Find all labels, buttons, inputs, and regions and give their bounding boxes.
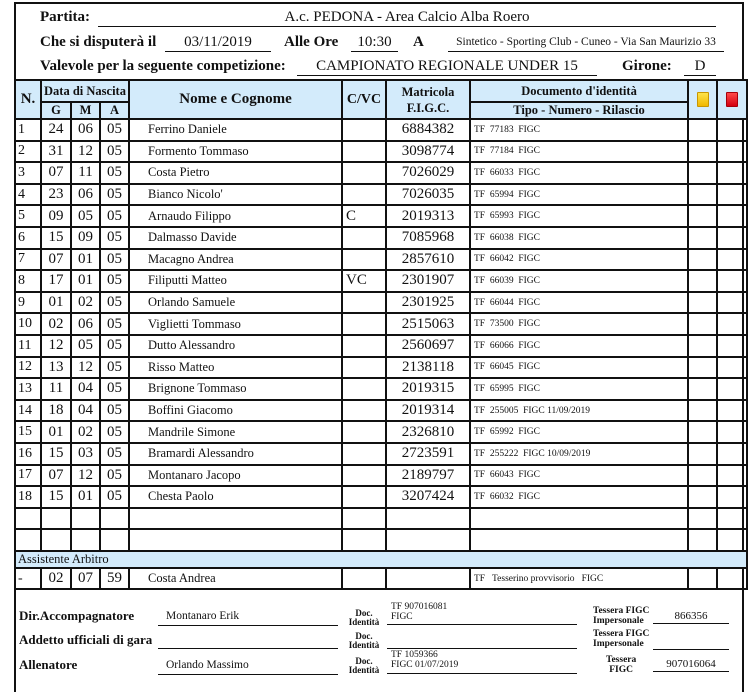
birth-day-cell: 07 (41, 162, 71, 184)
red-card-cell[interactable] (717, 508, 747, 530)
player-row (15, 141, 747, 163)
yellow-card-cell[interactable] (688, 486, 717, 508)
competition-label: Valevole per la seguente competizione: (40, 58, 286, 74)
birth-month-cell: 06 (71, 313, 100, 335)
birth-month-cell: 01 (71, 486, 100, 508)
player-name-cell: Mandrile Simone (129, 421, 342, 443)
document-cell: TF 65993 FIGC (470, 205, 688, 227)
player-name-cell: Ferrino Daniele (129, 119, 342, 141)
row-number-cell: 12 (15, 357, 41, 379)
red-card-cell[interactable] (717, 335, 747, 357)
red-card-cell[interactable] (717, 378, 747, 400)
birth-month-cell: 07 (71, 568, 100, 590)
yellow-card-cell[interactable] (688, 443, 717, 465)
yellow-card-cell[interactable] (688, 529, 717, 551)
row-number-cell (15, 529, 41, 551)
document-cell: TF 73500 FIGC (470, 313, 688, 335)
birth-year-cell: 59 (100, 568, 129, 590)
yellow-card-cell[interactable] (688, 227, 717, 249)
captain-flag-cell (342, 313, 386, 335)
captain-flag-cell (342, 378, 386, 400)
col-birth-header: Data di Nascita (41, 80, 129, 102)
date-value: 03/11/2019 (165, 34, 271, 52)
yellow-card-icon (697, 92, 709, 107)
birth-year-cell: 05 (100, 184, 129, 206)
birth-day-cell: 07 (41, 249, 71, 271)
red-card-cell[interactable] (717, 529, 747, 551)
captain-flag-cell (342, 400, 386, 422)
birth-day-cell (41, 508, 71, 530)
time-value: 10:30 (351, 34, 398, 52)
captain-flag-cell (342, 119, 386, 141)
document-cell: TF 66045 FIGC (470, 357, 688, 379)
birth-year-cell: 05 (100, 486, 129, 508)
yellow-card-cell[interactable] (688, 249, 717, 271)
birth-month-cell: 04 (71, 378, 100, 400)
assistant-section-header: Assistente Arbitro (15, 551, 747, 568)
player-row (15, 270, 747, 292)
partita-value: A.c. PEDONA - Area Calcio Alba Roero (98, 9, 716, 27)
col-yellow-header (688, 80, 717, 119)
player-name-cell: Bianco Nicolo' (129, 184, 342, 206)
row-number-cell: 8 (15, 270, 41, 292)
matricola-cell: 2301907 (386, 270, 470, 292)
birth-day-cell: 15 (41, 486, 71, 508)
tessera-label (593, 607, 649, 626)
player-name-cell: Filiputti Matteo (129, 270, 342, 292)
col-doc-header: Documento d'identità (470, 80, 688, 102)
birth-year-cell: 05 (100, 227, 129, 249)
birth-year-cell: 05 (100, 335, 129, 357)
captain-flag-cell: VC (342, 270, 386, 292)
birth-day-cell: 07 (41, 465, 71, 487)
player-name-cell: Costa Andrea (129, 568, 342, 590)
red-card-cell[interactable] (717, 119, 747, 141)
birth-day-cell: 31 (41, 141, 71, 163)
player-name-cell: Arnaudo Filippo (129, 205, 342, 227)
yellow-card-cell[interactable] (688, 400, 717, 422)
date-label: Che si disputerà il (40, 34, 157, 50)
birth-day-cell: 23 (41, 184, 71, 206)
document-cell: TF 66032 FIGC (470, 486, 688, 508)
matricola-cell: 2857610 (386, 249, 470, 271)
birth-day-cell (41, 529, 71, 551)
captain-flag-cell (342, 508, 386, 530)
player-name-cell: Orlando Samuele (129, 292, 342, 314)
player-row (15, 400, 747, 422)
captain-flag-cell (342, 529, 386, 551)
birth-year-cell (100, 508, 129, 530)
col-m-header: M (71, 102, 100, 119)
birth-month-cell: 12 (71, 141, 100, 163)
birth-year-cell: 05 (100, 292, 129, 314)
col-cvc-header: C/VC (342, 80, 386, 119)
birth-year-cell: 05 (100, 141, 129, 163)
yellow-card-cell[interactable] (688, 335, 717, 357)
doc-value (387, 627, 577, 649)
col-a-header: A (100, 102, 129, 119)
player-row (15, 465, 747, 487)
tessera-label-line1: Tessera (606, 655, 637, 665)
staff-label: Allenatore (19, 657, 78, 672)
doc-line2: FIGC (391, 611, 413, 622)
captain-flag-cell (342, 249, 386, 271)
row-number-cell: - (15, 568, 41, 590)
captain-flag-cell (342, 421, 386, 443)
player-name-cell (129, 529, 342, 551)
document-cell: TF 66039 FIGC (470, 270, 688, 292)
birth-day-cell: 09 (41, 205, 71, 227)
document-cell: TF 65995 FIGC (470, 378, 688, 400)
document-cell: TF 65992 FIGC (470, 421, 688, 443)
tessera-label-line1: Tessera FIGC (593, 629, 650, 639)
birth-month-cell: 05 (71, 205, 100, 227)
doc-value (387, 603, 577, 625)
doc-label (346, 657, 382, 675)
doc-label-line2: Identità (348, 617, 380, 627)
doc-line2: FIGC 01/07/2019 (391, 659, 459, 670)
birth-month-cell: 02 (71, 421, 100, 443)
player-name-cell: Montanaro Jacopo (129, 465, 342, 487)
yellow-card-cell[interactable] (688, 313, 717, 335)
birth-month-cell: 05 (71, 335, 100, 357)
row-number-cell (15, 508, 41, 530)
matricola-cell (386, 568, 470, 590)
birth-month-cell: 03 (71, 443, 100, 465)
captain-flag-cell (342, 141, 386, 163)
player-row (15, 249, 747, 271)
assistant-row (15, 568, 747, 590)
staff-name: Orlando Massimo (158, 657, 338, 675)
player-row (15, 162, 747, 184)
row-number-cell: 13 (15, 378, 41, 400)
birth-day-cell: 11 (41, 378, 71, 400)
birth-year-cell: 05 (100, 443, 129, 465)
document-cell: TF 66033 FIGC (470, 162, 688, 184)
captain-flag-cell (342, 335, 386, 357)
red-card-cell[interactable] (717, 400, 747, 422)
birth-day-cell: 24 (41, 119, 71, 141)
player-row (15, 486, 747, 508)
tessera-label-line2: Impersonale (593, 638, 644, 649)
row-number-cell: 15 (15, 421, 41, 443)
row-number-cell: 18 (15, 486, 41, 508)
matricola-cell (386, 529, 470, 551)
birth-day-cell: 15 (41, 443, 71, 465)
player-name-cell: Bramardi Alessandro (129, 443, 342, 465)
tessera-label-line1: Tessera FIGC (593, 606, 650, 616)
player-row (15, 292, 747, 314)
girone-value: D (684, 58, 716, 76)
empty-row (15, 508, 747, 530)
player-name-cell: Formento Tommaso (129, 141, 342, 163)
doc-line1: TF 907016081 (391, 602, 448, 612)
player-row (15, 378, 747, 400)
time-label: Alle Ore (284, 34, 339, 50)
birth-year-cell: 05 (100, 270, 129, 292)
red-card-cell[interactable] (717, 313, 747, 335)
players-body (15, 119, 747, 589)
matricola-cell: 2019315 (386, 378, 470, 400)
row-number-cell: 3 (15, 162, 41, 184)
player-name-cell: Risso Matteo (129, 357, 342, 379)
yellow-card-cell[interactable] (688, 162, 717, 184)
birth-year-cell: 05 (100, 400, 129, 422)
birth-month-cell: 06 (71, 119, 100, 141)
birth-day-cell: 01 (41, 292, 71, 314)
document-cell: TF 66042 FIGC (470, 249, 688, 271)
col-g-header: G (41, 102, 71, 119)
player-row (15, 443, 747, 465)
assistant-section-row (15, 551, 747, 568)
yellow-card-cell[interactable] (688, 357, 717, 379)
tessera-label (593, 630, 649, 649)
matricola-cell: 6884382 (386, 119, 470, 141)
player-row (15, 335, 747, 357)
red-card-cell[interactable] (717, 205, 747, 227)
player-name-cell: Boffini Giacomo (129, 400, 342, 422)
matricola-cell: 2515063 (386, 313, 470, 335)
place-label: A (413, 34, 424, 50)
document-cell: TF 66066 FIGC (470, 335, 688, 357)
player-name-cell: Brignone Tommaso (129, 378, 342, 400)
red-card-cell[interactable] (717, 162, 747, 184)
doc-line1: TF 1059366 (391, 650, 438, 660)
player-name-cell (129, 508, 342, 530)
red-card-cell[interactable] (717, 184, 747, 206)
col-matricola-header (386, 80, 470, 119)
document-cell: TF 77183 FIGC (470, 119, 688, 141)
tessera-label-line2: Impersonale (593, 615, 644, 626)
document-cell (470, 529, 688, 551)
matricola-cell: 2019314 (386, 400, 470, 422)
col-doc-subheader: Tipo - Numero - Rilascio (470, 102, 688, 119)
birth-year-cell: 05 (100, 313, 129, 335)
player-row (15, 313, 747, 335)
red-card-cell[interactable] (717, 249, 747, 271)
partita-label: Partita: (40, 9, 90, 25)
players-table (14, 79, 748, 590)
matricola-header-line2: F.I.G.C. (406, 100, 450, 115)
row-number-cell: 2 (15, 141, 41, 163)
matricola-cell: 7026035 (386, 184, 470, 206)
row-number-cell: 4 (15, 184, 41, 206)
row-number-cell: 6 (15, 227, 41, 249)
captain-flag-cell: C (342, 205, 386, 227)
document-cell: TF 255222 FIGC 10/09/2019 (470, 443, 688, 465)
doc-label-line2: Identità (348, 640, 380, 650)
document-cell: TF 66044 FIGC (470, 292, 688, 314)
girone-label: Girone: (622, 58, 672, 74)
row-number-cell: 10 (15, 313, 41, 335)
captain-flag-cell (342, 292, 386, 314)
yellow-card-cell[interactable] (688, 378, 717, 400)
birth-month-cell (71, 508, 100, 530)
matricola-cell: 3207424 (386, 486, 470, 508)
red-card-cell[interactable] (717, 270, 747, 292)
birth-day-cell: 02 (41, 313, 71, 335)
document-cell: TF 66043 FIGC (470, 465, 688, 487)
col-red-header (717, 80, 747, 119)
birth-year-cell: 05 (100, 357, 129, 379)
tessera-label-line2: FIGC (609, 664, 633, 675)
birth-year-cell: 05 (100, 421, 129, 443)
red-card-cell[interactable] (717, 465, 747, 487)
red-card-cell[interactable] (717, 357, 747, 379)
player-row (15, 205, 747, 227)
empty-row (15, 529, 747, 551)
red-card-cell[interactable] (717, 443, 747, 465)
player-name-cell: Viglietti Tommaso (129, 313, 342, 335)
birth-month-cell: 12 (71, 465, 100, 487)
captain-flag-cell (342, 162, 386, 184)
birth-year-cell: 05 (100, 378, 129, 400)
document-cell: TF 65994 FIGC (470, 184, 688, 206)
yellow-card-cell[interactable] (688, 141, 717, 163)
matricola-cell: 3098774 (386, 141, 470, 163)
player-name-cell: Dutto Alessandro (129, 335, 342, 357)
staff-name (158, 632, 338, 649)
matricola-cell: 7026029 (386, 162, 470, 184)
row-number-cell: 1 (15, 119, 41, 141)
captain-flag-cell (342, 227, 386, 249)
matricola-cell (386, 508, 470, 530)
red-card-cell[interactable] (717, 486, 747, 508)
red-card-cell[interactable] (717, 292, 747, 314)
birth-month-cell: 12 (71, 357, 100, 379)
doc-label-line2: Identità (348, 665, 380, 675)
red-card-cell[interactable] (717, 568, 747, 590)
staff-name: Montanaro Erik (158, 608, 338, 626)
player-name-cell: Macagno Andrea (129, 249, 342, 271)
doc-label-line1: Doc. (355, 631, 373, 641)
row-number-cell: 14 (15, 400, 41, 422)
row-number-cell: 9 (15, 292, 41, 314)
competition-value: CAMPIONATO REGIONALE UNDER 15 (297, 58, 597, 76)
player-row (15, 184, 747, 206)
red-card-cell[interactable] (717, 141, 747, 163)
birth-day-cell: 18 (41, 400, 71, 422)
matricola-cell: 7085968 (386, 227, 470, 249)
doc-label (346, 632, 382, 650)
document-cell (470, 508, 688, 530)
document-cell: TF Tesserino provvisorio FIGC (470, 568, 688, 590)
matricola-cell: 2019313 (386, 205, 470, 227)
red-card-cell[interactable] (717, 227, 747, 249)
birth-month-cell: 04 (71, 400, 100, 422)
captain-flag-cell (342, 568, 386, 590)
birth-day-cell: 15 (41, 227, 71, 249)
yellow-card-cell[interactable] (688, 270, 717, 292)
birth-month-cell (71, 529, 100, 551)
matricola-header-line1: Matricola (401, 84, 455, 99)
matricola-cell: 2326810 (386, 421, 470, 443)
matricola-cell: 2138118 (386, 357, 470, 379)
yellow-card-cell[interactable] (688, 465, 717, 487)
birth-day-cell: 01 (41, 421, 71, 443)
birth-year-cell: 05 (100, 162, 129, 184)
doc-label-line1: Doc. (355, 656, 373, 666)
col-name-header: Nome e Cognome (129, 80, 342, 119)
tessera-value: 907016064 (653, 657, 729, 672)
col-n-header: N. (15, 80, 41, 119)
yellow-card-cell[interactable] (688, 568, 717, 590)
row-number-cell: 7 (15, 249, 41, 271)
captain-flag-cell (342, 184, 386, 206)
birth-year-cell (100, 529, 129, 551)
matricola-cell: 2560697 (386, 335, 470, 357)
birth-month-cell: 11 (71, 162, 100, 184)
red-card-icon (726, 92, 738, 107)
birth-day-cell: 02 (41, 568, 71, 590)
captain-flag-cell (342, 486, 386, 508)
birth-month-cell: 06 (71, 184, 100, 206)
player-row (15, 119, 747, 141)
player-name-cell: Chesta Paolo (129, 486, 342, 508)
doc-label-line1: Doc. (355, 608, 373, 618)
matricola-cell: 2189797 (386, 465, 470, 487)
player-row (15, 421, 747, 443)
matricola-cell: 2301925 (386, 292, 470, 314)
yellow-card-cell[interactable] (688, 119, 717, 141)
row-number-cell: 16 (15, 443, 41, 465)
birth-year-cell: 05 (100, 205, 129, 227)
player-row (15, 357, 747, 379)
place-value: Sintetico - Sporting Club - Cuneo - Via San Maurizio 33 (448, 34, 724, 52)
yellow-card-cell[interactable] (688, 184, 717, 206)
tessera-value (653, 635, 729, 650)
row-number-cell: 17 (15, 465, 41, 487)
birth-month-cell: 01 (71, 270, 100, 292)
player-name-cell: Costa Pietro (129, 162, 342, 184)
tessera-value: 866356 (653, 609, 729, 624)
document-cell: TF 66038 FIGC (470, 227, 688, 249)
birth-day-cell: 17 (41, 270, 71, 292)
doc-label (346, 609, 382, 627)
birth-month-cell: 01 (71, 249, 100, 271)
document-cell: TF 77184 FIGC (470, 141, 688, 163)
staff-label: Dir.Accompagnatore (19, 608, 135, 623)
tessera-label (606, 656, 636, 675)
staff-label: Addetto ufficiali di gara (19, 632, 153, 647)
player-row (15, 227, 747, 249)
yellow-card-cell[interactable] (688, 292, 717, 314)
row-number-cell: 5 (15, 205, 41, 227)
yellow-card-cell[interactable] (688, 421, 717, 443)
player-name-cell: Dalmasso Davide (129, 227, 342, 249)
matricola-cell: 2723591 (386, 443, 470, 465)
document-cell: TF 255005 FIGC 11/09/2019 (470, 400, 688, 422)
birth-day-cell: 12 (41, 335, 71, 357)
birth-year-cell: 05 (100, 465, 129, 487)
captain-flag-cell (342, 443, 386, 465)
birth-month-cell: 09 (71, 227, 100, 249)
birth-year-cell: 05 (100, 119, 129, 141)
birth-year-cell: 05 (100, 249, 129, 271)
row-number-cell: 11 (15, 335, 41, 357)
captain-flag-cell (342, 465, 386, 487)
captain-flag-cell (342, 357, 386, 379)
birth-day-cell: 13 (41, 357, 71, 379)
yellow-card-cell[interactable] (688, 205, 717, 227)
yellow-card-cell[interactable] (688, 508, 717, 530)
birth-month-cell: 02 (71, 292, 100, 314)
doc-value (387, 651, 577, 674)
red-card-cell[interactable] (717, 421, 747, 443)
